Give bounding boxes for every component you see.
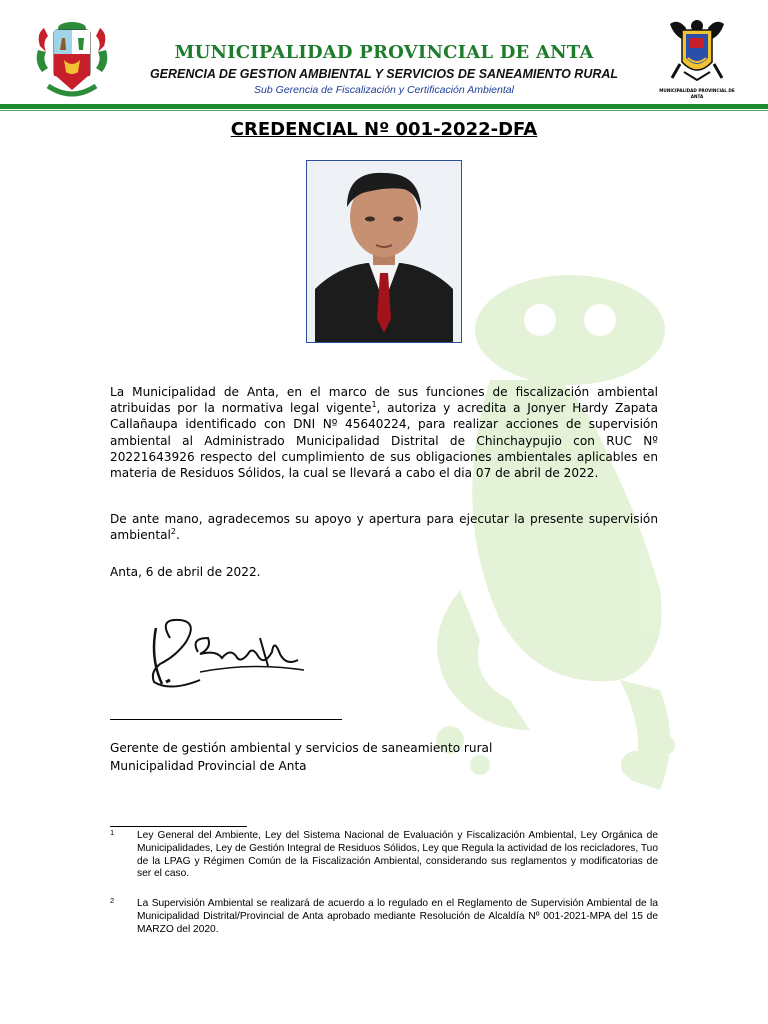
- credential-paragraph-2: [110, 511, 658, 543]
- paragraph-2-part-b: .: [175, 528, 180, 543]
- footnote-separator: [110, 826, 247, 827]
- signature-role: Gerente de gestión ambiental y servicios de saneamiento rural: [110, 741, 493, 755]
- subdepartment-subtitle: Sub Gerencia de Fiscalización y Certificación Ambiental: [254, 84, 514, 96]
- paragraph-1-part-a: La Municipalidad de Anta, en el marco de sus funciones de fiscalización ambiental atribuidas por la normativa legal vigente: [110, 385, 658, 416]
- credential-paragraph-1: [110, 384, 658, 481]
- anta-coat-of-arms-icon: [664, 18, 730, 84]
- footnote-text: Ley General del Ambiente, Ley del Sistema Nacional de Evaluación y Fiscalización Ambiental, Ley Orgánica de Municipalidades, Ley de Gestión Integral de Residuos Sólidos, Ley que Regula la actividad de los recicladores, Tuo de la LPAG y Régimen Común de la Fiscalización Ambiental, considerando sus reglamentos y modificatorias de ser el caso.: [137, 830, 659, 880]
- place-date: Anta, 6 de abril de 2022.: [110, 565, 261, 579]
- footnote-ref-1: 1: [371, 400, 377, 410]
- footnote-number: 1: [110, 828, 115, 837]
- footnote-text: La Supervisión Ambiental se realizará de acuerdo a lo regulado en el Reglamento de Supervisión Ambiental de la Municipalidad Distrital/Provincial de Anta aprobado mediante Resolución de Alcaldía Nº 001-2021-MPA del 15 de MARZO del 2020.: [137, 898, 658, 935]
- footnote-2: [110, 898, 658, 936]
- credential-photo: [306, 160, 462, 343]
- footnote-ref-2: 2: [170, 527, 176, 537]
- anta-logo-caption: MUNICIPALIDAD PROVINCIAL DE ANTA: [659, 88, 735, 99]
- paragraph-1-part-b: , autoriza y acredita a Jonyer Hardy Zapata Callañaupa identificado con DNI Nº 45640224, para realizar acciones de supervisión ambiental al Administrado Municipalidad Distrital de Chinchaypujio con RUC Nº 20221643926 respecto del cumplimiento de sus obligaciones ambientales aplicables en materia de Residuos Sólidos, la cual se llevará a cabo el dia 07 de abril de 2022.: [110, 401, 658, 481]
- signature-organization: Municipalidad Provincial de Anta: [110, 759, 307, 773]
- footnote-1: [110, 830, 658, 881]
- paragraph-2-part-a: De ante mano, agradecemos su apoyo y apertura para ejecutar la presente supervisión ambiental: [110, 512, 658, 543]
- footnote-number: 2: [110, 896, 115, 905]
- header-rule-thin: [0, 110, 768, 111]
- department-subtitle: GERENCIA DE GESTION AMBIENTAL Y SERVICIOS DE SANEAMIENTO RURAL: [149, 67, 619, 81]
- municipality-title: MUNICIPALIDAD PROVINCIAL DE ANTA: [174, 42, 594, 63]
- signature-icon: [140, 608, 310, 698]
- peru-coat-of-arms-icon: [34, 16, 110, 102]
- signature-line: [110, 719, 342, 720]
- credential-heading: CREDENCIAL Nº 001-2022-DFA: [230, 119, 538, 140]
- header-rule: [0, 104, 768, 109]
